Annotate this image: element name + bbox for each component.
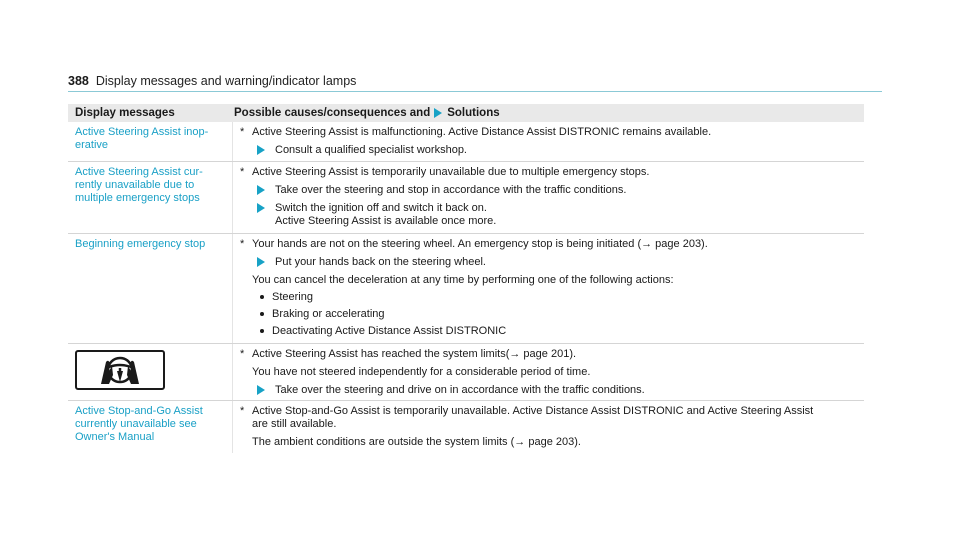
step-text: Consult a qualified specialist workshop. — [275, 144, 467, 156]
cause-text — [252, 405, 813, 431]
table-row — [68, 401, 864, 453]
cause-item — [233, 238, 858, 251]
cause-marker: * — [240, 405, 245, 417]
cause-text: Active Steering Assist is malfunctioning. Active Distance Assist DISTRONIC remains available. — [252, 126, 712, 138]
bullet-icon — [260, 329, 264, 333]
cause-marker: * — [240, 166, 245, 178]
page-number: 388 — [68, 74, 89, 88]
step-text: Take over the steering and stop in accordance with the traffic conditions. — [275, 184, 627, 196]
cause-item — [233, 405, 858, 431]
cause-marker: * — [240, 126, 245, 138]
cause-cell — [232, 344, 864, 400]
arrow-right-icon — [257, 385, 265, 395]
arrow-right-icon — [257, 257, 265, 267]
list-item — [233, 325, 858, 338]
bullet-icon — [260, 312, 264, 316]
step-text: Take over the steering and drive on in accordance with the traffic conditions. — [275, 384, 645, 396]
cause-text: Active Steering Assist has reached the system limits(→ page 201). — [252, 348, 577, 360]
cause-item — [233, 126, 858, 139]
message-line: Active Steering Assist cur- — [75, 166, 203, 178]
message-line: Active Steering Assist inop- — [75, 126, 209, 138]
solution-step — [233, 256, 858, 269]
cause-item — [233, 348, 858, 361]
cause-cell — [232, 401, 864, 453]
cause-text: Your hands are not on the steering wheel. An emergency stop is being initiated (→ page 203). — [252, 238, 708, 250]
list-item-text: Braking or accelerating — [272, 308, 385, 320]
message-cell — [68, 122, 232, 161]
message-line: rently unavailable due to — [75, 179, 195, 191]
list-item — [233, 308, 858, 321]
message-line: Owner's Manual — [75, 431, 155, 443]
cause-cell — [232, 234, 864, 343]
page-title: Display messages and warning/indicator lamps — [95, 74, 357, 88]
messages-table — [68, 104, 864, 453]
step-text: Put your hands back on the steering wheel. — [275, 256, 486, 268]
cause-cell — [232, 122, 864, 161]
hands-on-steering-wheel-icon — [75, 350, 165, 390]
note-text: The ambient conditions are outside the system limits (→ page 203). — [252, 436, 581, 448]
table-row — [68, 122, 864, 162]
message-line: multiple emergency stops — [75, 192, 200, 204]
list-item — [233, 291, 858, 304]
list-item-text: Steering — [272, 291, 313, 303]
cause-cell — [232, 162, 864, 233]
page-header — [68, 74, 882, 92]
arrow-right-icon — [257, 203, 265, 213]
solution-step — [233, 184, 858, 197]
col-header-solutions-label: Solutions — [447, 107, 500, 119]
message-line: Beginning emergency stop — [75, 238, 206, 250]
message-cell — [68, 162, 232, 233]
cause-item — [233, 166, 858, 179]
message-line: currently unavailable see — [75, 418, 197, 430]
message-line: Active Stop-and-Go Assist — [75, 405, 203, 417]
col-header-messages: Display messages — [75, 107, 175, 119]
note-text: You have not steered independently for a considerable period of time. — [252, 366, 591, 378]
step-continuation: Active Steering Assist is available once more. — [275, 215, 497, 227]
cause-text: Active Steering Assist is temporarily unavailable due to multiple emergency stops. — [252, 166, 650, 178]
arrow-right-icon — [257, 145, 265, 155]
col-header-causes-label: Possible causes/consequences and — [234, 107, 431, 119]
table-header — [68, 104, 864, 122]
message-cell — [68, 234, 232, 343]
bullet-icon — [260, 295, 264, 299]
arrow-right-icon — [257, 185, 265, 195]
solution-step — [233, 202, 858, 215]
list-item-text: Deactivating Active Distance Assist DISTRONIC — [272, 325, 507, 337]
table-row — [68, 344, 864, 401]
cause-marker: * — [240, 238, 245, 250]
table-row — [68, 234, 864, 344]
solution-step — [233, 384, 858, 397]
table-row — [68, 162, 864, 234]
arrow-right-icon — [434, 108, 442, 118]
col-header-causes — [232, 107, 864, 119]
step-text: Switch the ignition off and switch it back on. — [275, 202, 487, 214]
message-cell — [68, 401, 232, 453]
cause-marker: * — [240, 348, 245, 360]
message-cell — [68, 344, 232, 400]
note-text: You can cancel the deceleration at any time by performing one of the following actions: — [252, 274, 674, 286]
message-line: erative — [75, 139, 109, 151]
solution-step — [233, 144, 858, 157]
cause-line: are still available. — [252, 418, 337, 430]
cause-line: Active Stop-and-Go Assist is temporarily unavailable. Active Distance Assist DISTRONIC and Active Steering Assist — [252, 405, 814, 417]
